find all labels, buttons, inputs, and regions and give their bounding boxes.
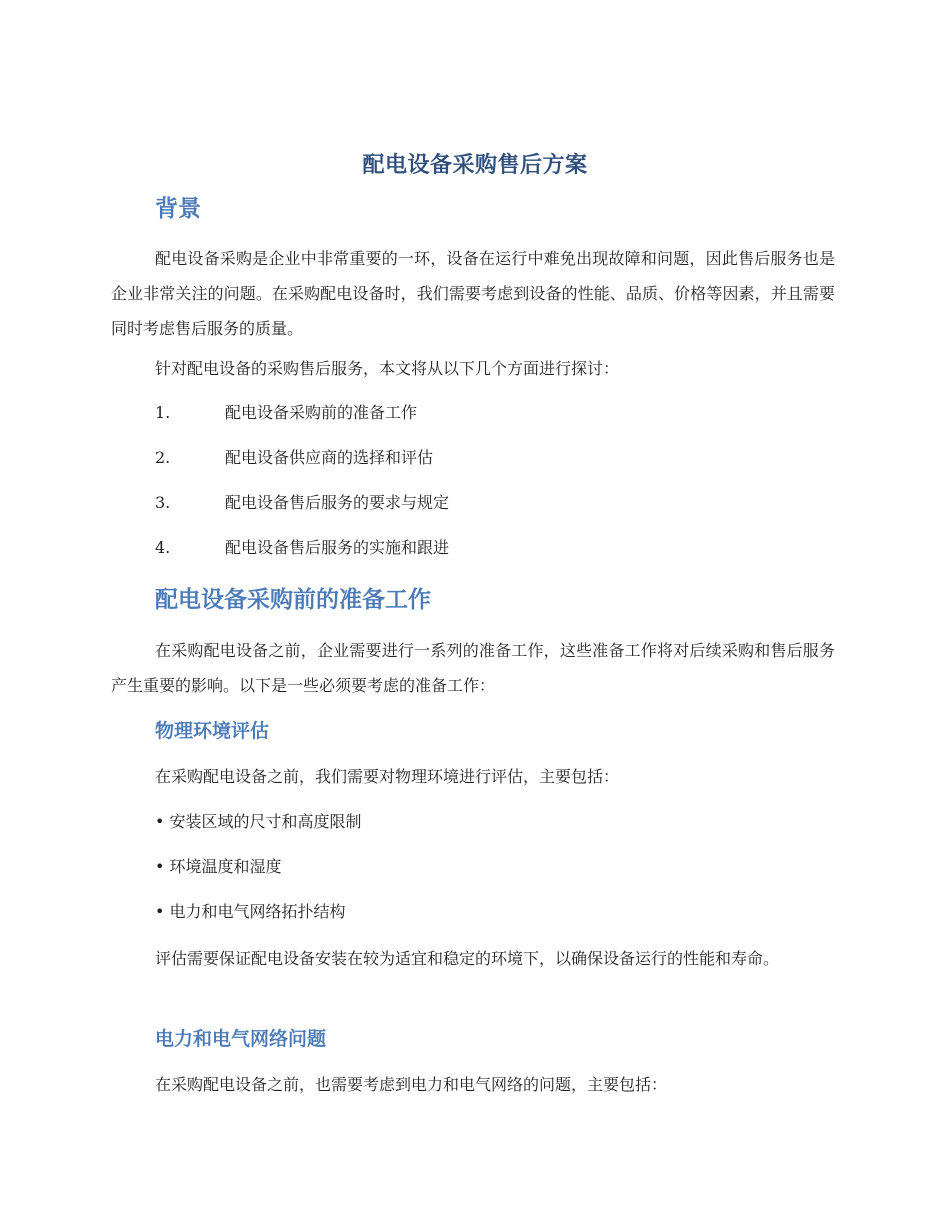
list-item-text: 配电设备售后服务的要求与规定	[225, 493, 450, 512]
background-paragraph-1: 配电设备采购是企业中非常重要的一环，设备在运行中难免出现故障和问题，因此售后服务也是企业非常关注的问题。在采购配电设备时，我们需要考虑到设备的性能、品质、价格等因素，并且需要同时考虑售后服务的质量。	[111, 249, 835, 338]
heading-background: 背景	[155, 196, 201, 222]
heading-physical-environment: 物理环境评估	[155, 720, 270, 742]
preparation-paragraph: 在采购配电设备之前，企业需要进行一系列的准备工作，这些准备工作将对后续采购和售后服务产生重要的影响。以下是一些必须要考虑的准备工作：	[111, 641, 835, 695]
list-item-text: 配电设备采购前的准备工作	[225, 403, 418, 422]
bullet-item: • 电力和电气网络拓扑结构	[155, 902, 346, 921]
list-item-number: 3.	[155, 493, 171, 512]
bullet-item: • 环境温度和湿度	[155, 857, 282, 876]
physical-conclusion: 评估需要保证配电设备安装在较为适宜和稳定的环境下，以确保设备运行的性能和寿命。	[155, 949, 780, 968]
list-item-number: 1.	[155, 403, 171, 422]
heading-preparation: 配电设备采购前的准备工作	[155, 587, 431, 613]
heading-power-network: 电力和电气网络问题	[155, 1028, 327, 1050]
document-title: 配电设备采购售后方案	[362, 153, 588, 178]
physical-intro: 在采购配电设备之前，我们需要对物理环境进行评估，主要包括：	[155, 767, 620, 786]
list-item-number: 2.	[155, 448, 171, 467]
list-item-text: 配电设备供应商的选择和评估	[225, 448, 434, 467]
list-item-number: 4.	[155, 538, 171, 557]
list-item-text: 配电设备售后服务的实施和跟进	[225, 538, 450, 557]
background-paragraph-2: 针对配电设备的采购售后服务，本文将从以下几个方面进行探讨：	[155, 359, 620, 378]
bullet-item: • 安装区域的尺寸和高度限制	[155, 812, 362, 831]
power-intro: 在采购配电设备之前，也需要考虑到电力和电气网络的问题，主要包括：	[155, 1075, 668, 1094]
